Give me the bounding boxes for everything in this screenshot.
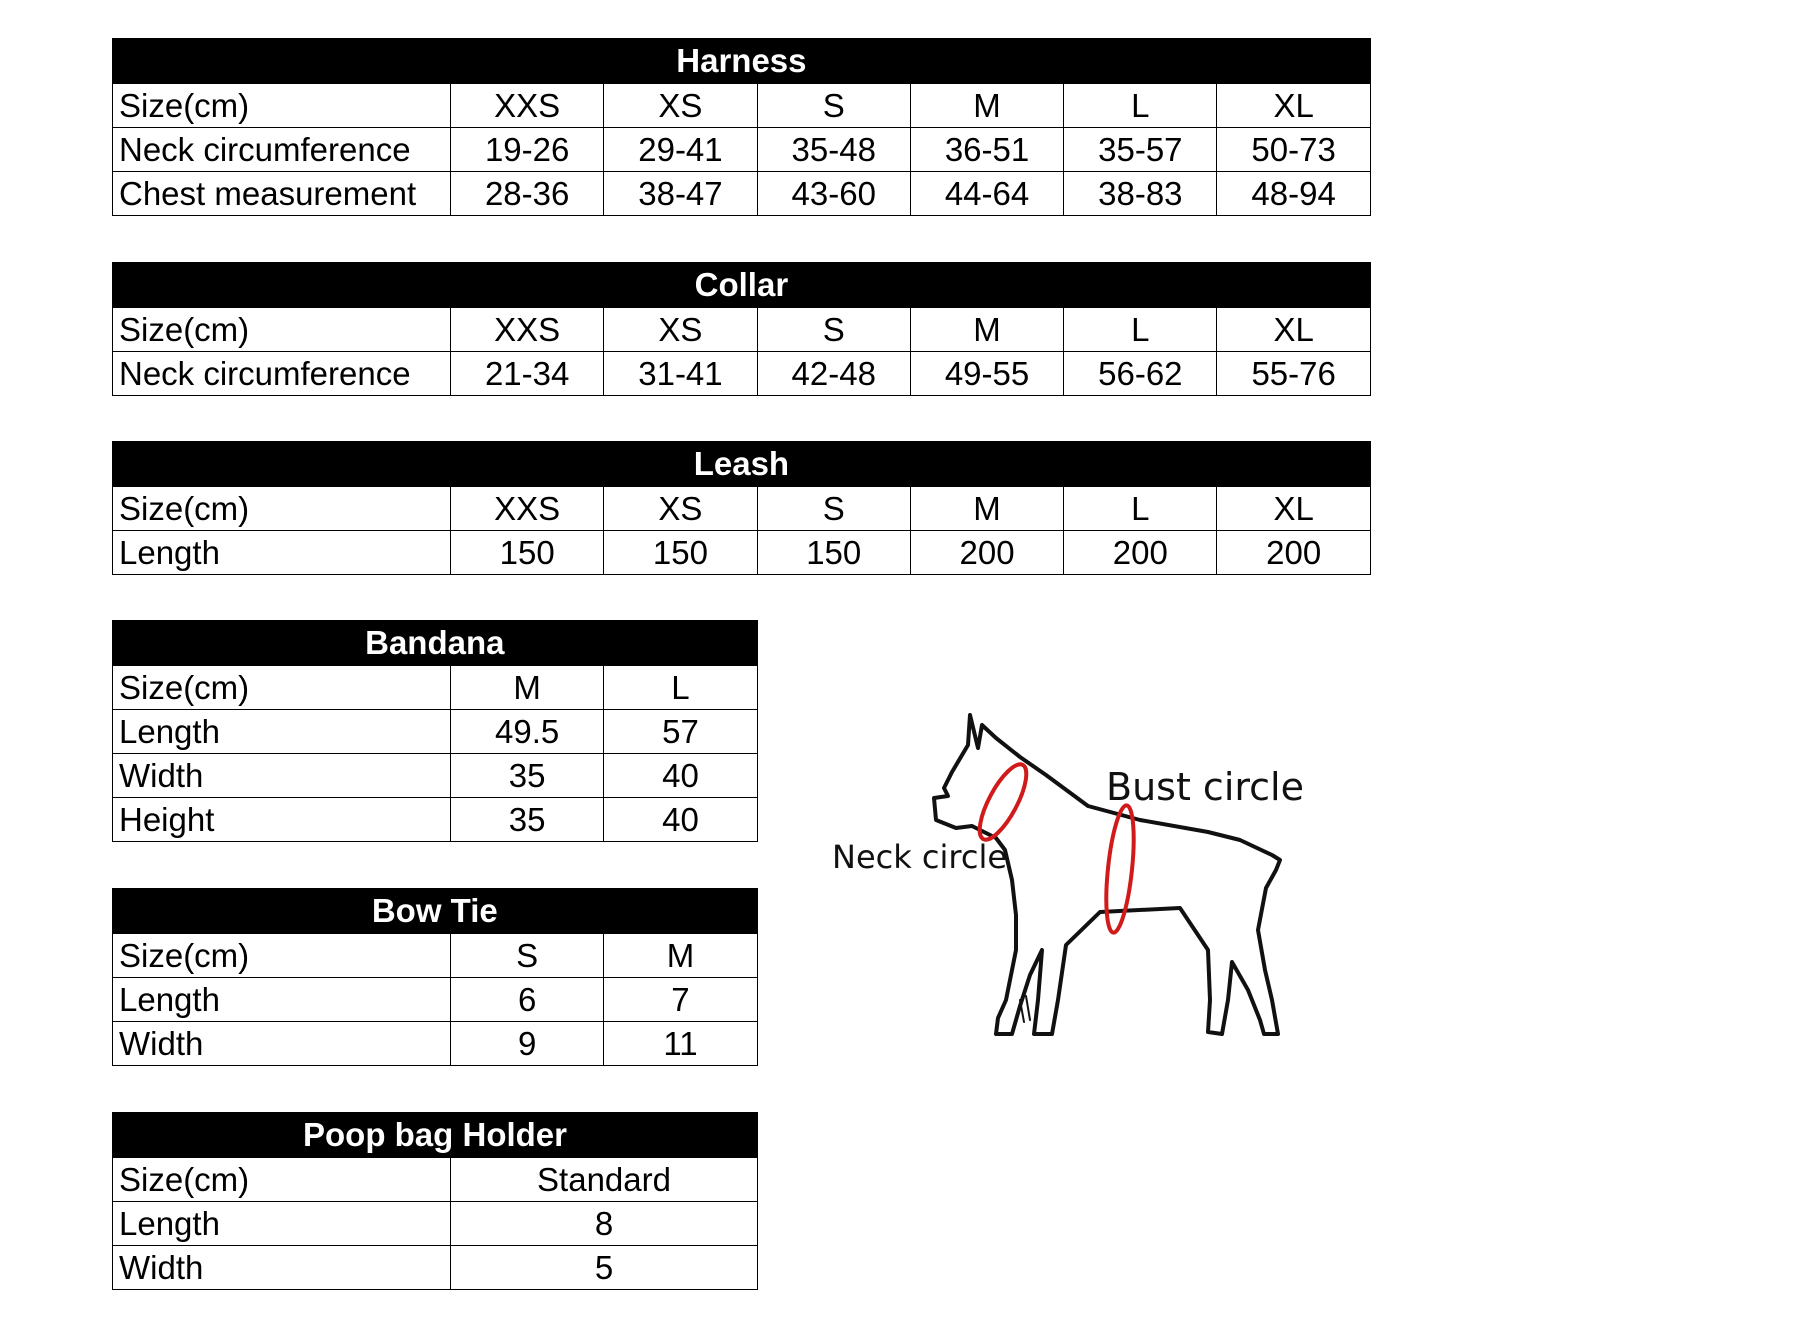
table-cell: 49.5 xyxy=(451,710,604,754)
row-label: Width xyxy=(113,1246,451,1290)
table-cell: 28-36 xyxy=(451,172,604,216)
size-header-cell: XXS xyxy=(451,308,604,352)
row-label: Size(cm) xyxy=(113,487,451,531)
table-row xyxy=(113,352,1371,396)
poop-bag-holder-table xyxy=(112,1112,758,1290)
table-header-row xyxy=(113,308,1371,352)
size-header-cell: M xyxy=(451,666,604,710)
dog-measurement-diagram xyxy=(820,700,1340,1070)
table-row xyxy=(113,710,758,754)
row-label: Chest measurement xyxy=(113,172,451,216)
size-header-cell: M xyxy=(910,487,1063,531)
harness-table xyxy=(112,38,1371,216)
size-header-cell: M xyxy=(910,308,1063,352)
table-row xyxy=(113,1022,758,1066)
table-row xyxy=(113,978,758,1022)
table-cell: 40 xyxy=(604,798,757,842)
row-label: Neck circumference xyxy=(113,352,451,396)
table-row xyxy=(113,754,758,798)
table-cell: 55-76 xyxy=(1217,352,1370,396)
table-row xyxy=(113,1246,758,1290)
table-cell: 6 xyxy=(451,978,604,1022)
collar-table xyxy=(112,262,1371,396)
row-label: Size(cm) xyxy=(113,308,451,352)
table-row xyxy=(113,798,758,842)
table-cell: 44-64 xyxy=(910,172,1063,216)
bandana-table xyxy=(112,620,758,842)
size-header-cell: S xyxy=(451,934,604,978)
bust-circle-label: Bust circle xyxy=(1106,765,1304,809)
table-cell: 38-83 xyxy=(1064,172,1217,216)
size-header-cell: XXS xyxy=(451,487,604,531)
table-row xyxy=(113,172,1371,216)
table-cell: 31-41 xyxy=(604,352,757,396)
table-header-row xyxy=(113,84,1371,128)
table-cell: 48-94 xyxy=(1217,172,1370,216)
row-label: Size(cm) xyxy=(113,1158,451,1202)
table-cell: 50-73 xyxy=(1217,128,1370,172)
row-label: Width xyxy=(113,754,451,798)
table-cell: 200 xyxy=(1217,531,1370,575)
table-title: Collar xyxy=(113,263,1371,308)
table-cell: 150 xyxy=(451,531,604,575)
table-cell: 200 xyxy=(910,531,1063,575)
table-cell: 35 xyxy=(451,798,604,842)
table-header-row xyxy=(113,666,758,710)
row-label: Size(cm) xyxy=(113,666,451,710)
size-header-cell: XS xyxy=(604,308,757,352)
row-label: Height xyxy=(113,798,451,842)
table-cell: 40 xyxy=(604,754,757,798)
size-header-cell: L xyxy=(1064,487,1217,531)
table-header-row xyxy=(113,1158,758,1202)
size-header-cell: XXS xyxy=(451,84,604,128)
row-label: Length xyxy=(113,531,451,575)
size-header-cell: XL xyxy=(1217,487,1370,531)
table-cell: 35 xyxy=(451,754,604,798)
size-header-cell: S xyxy=(757,84,910,128)
row-label: Neck circumference xyxy=(113,128,451,172)
row-label: Width xyxy=(113,1022,451,1066)
table-cell: 11 xyxy=(604,1022,757,1066)
table-cell: 35-57 xyxy=(1064,128,1217,172)
table-cell: 150 xyxy=(604,531,757,575)
table-title: Poop bag Holder xyxy=(113,1113,758,1158)
table-header-row xyxy=(113,934,758,978)
table-cell: 36-51 xyxy=(910,128,1063,172)
size-header-cell: XS xyxy=(604,487,757,531)
table-row xyxy=(113,531,1371,575)
row-label: Length xyxy=(113,1202,451,1246)
table-title: Bandana xyxy=(113,621,758,666)
table-title: Leash xyxy=(113,442,1371,487)
table-cell: 49-55 xyxy=(910,352,1063,396)
table-cell: 29-41 xyxy=(604,128,757,172)
table-cell: 200 xyxy=(1064,531,1217,575)
size-header-cell: S xyxy=(757,487,910,531)
row-label: Size(cm) xyxy=(113,84,451,128)
table-cell: 5 xyxy=(451,1246,758,1290)
table-cell: 38-47 xyxy=(604,172,757,216)
size-header-cell: XS xyxy=(604,84,757,128)
table-cell: 42-48 xyxy=(757,352,910,396)
table-cell: 21-34 xyxy=(451,352,604,396)
bust-measure-loop xyxy=(1101,804,1138,934)
neck-measure-loop xyxy=(971,758,1035,845)
table-cell: 43-60 xyxy=(757,172,910,216)
size-header-cell: L xyxy=(1064,308,1217,352)
size-header-cell: XL xyxy=(1217,308,1370,352)
table-row xyxy=(113,1202,758,1246)
table-cell: 7 xyxy=(604,978,757,1022)
size-header-cell: XL xyxy=(1217,84,1370,128)
size-header-cell: Standard xyxy=(451,1158,758,1202)
table-cell: 8 xyxy=(451,1202,758,1246)
table-cell: 35-48 xyxy=(757,128,910,172)
table-cell: 150 xyxy=(757,531,910,575)
size-header-cell: L xyxy=(604,666,757,710)
size-header-cell: L xyxy=(1064,84,1217,128)
bow-tie-table xyxy=(112,888,758,1066)
size-header-cell: M xyxy=(604,934,757,978)
table-cell: 19-26 xyxy=(451,128,604,172)
table-cell: 9 xyxy=(451,1022,604,1066)
size-header-cell: M xyxy=(910,84,1063,128)
row-label: Length xyxy=(113,978,451,1022)
size-header-cell: S xyxy=(757,308,910,352)
leash-table xyxy=(112,441,1371,575)
neck-circle-label: Neck circle xyxy=(832,838,1008,876)
table-cell: 56-62 xyxy=(1064,352,1217,396)
table-title: Harness xyxy=(113,39,1371,84)
table-row xyxy=(113,128,1371,172)
row-label: Size(cm) xyxy=(113,934,451,978)
row-label: Length xyxy=(113,710,451,754)
table-cell: 57 xyxy=(604,710,757,754)
table-title: Bow Tie xyxy=(113,889,758,934)
table-header-row xyxy=(113,487,1371,531)
